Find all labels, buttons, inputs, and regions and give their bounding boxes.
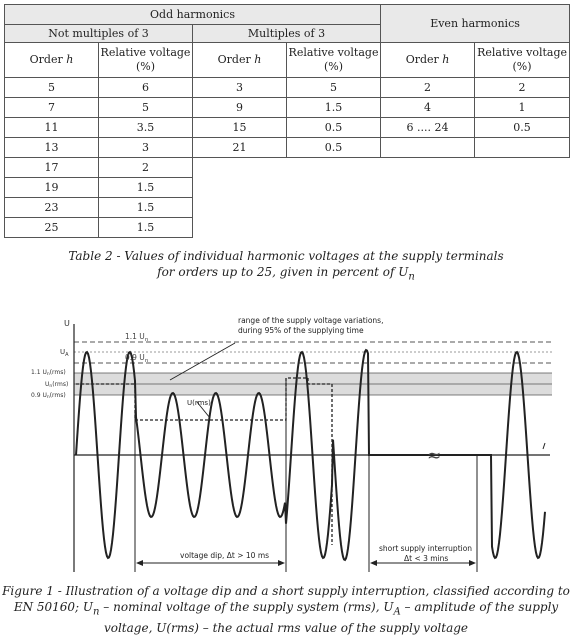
- subgroup-not-multiples-header: Not multiples of 3: [5, 25, 193, 43]
- interruption-label-line2: Δt < 3 mins: [404, 554, 449, 563]
- table-row: [5, 78, 570, 98]
- label-1-1-un-top: [125, 332, 149, 343]
- table-cell: 2: [99, 158, 193, 178]
- figure-caption-line2-c: – amplitude of the supply: [400, 600, 559, 614]
- label-un: [45, 381, 68, 389]
- table-cell: 21: [193, 138, 287, 158]
- label-ua-text: U: [60, 348, 66, 356]
- subscript-n: n: [144, 358, 149, 364]
- relvolt-word: Relative voltage: [288, 46, 379, 59]
- table-cell: 5: [5, 78, 99, 98]
- table-cell: 3: [193, 78, 287, 98]
- order-word: Order: [217, 53, 255, 66]
- label-un-text: U: [45, 381, 50, 388]
- col-relvolt-header: [475, 43, 570, 78]
- urms-label: U(rms): [187, 399, 211, 407]
- group-odd-header: Odd harmonics: [5, 5, 381, 25]
- arrowhead: [469, 560, 476, 566]
- order-var: h: [66, 53, 74, 66]
- group-even-header: Even harmonics: [381, 5, 570, 43]
- axis-break-mark: ≈: [427, 446, 442, 466]
- figure-caption-line2-a: EN 50160; U: [13, 600, 94, 614]
- arrowhead: [370, 560, 377, 566]
- figure-caption: [0, 583, 572, 636]
- label-0-9-un-text: 0.9 U: [31, 392, 47, 399]
- label-0-9-un: [31, 392, 66, 400]
- subscript-n: n: [46, 395, 50, 400]
- order-var: h: [442, 53, 450, 66]
- table-row: [5, 158, 570, 178]
- label-1-1-un-text: 1.1 U: [31, 369, 47, 376]
- table-cell: 5: [287, 78, 381, 98]
- subscript-n: n: [144, 337, 149, 343]
- table-cell: 7: [5, 98, 99, 118]
- subscript-rms: (rms): [49, 392, 66, 399]
- table-row: [5, 138, 570, 158]
- order-var: h: [254, 53, 262, 66]
- relvolt-unit: (%): [512, 60, 532, 73]
- col-order-header: [5, 43, 99, 78]
- table-cell: 6 .... 24: [381, 118, 475, 138]
- figure-caption-line2-b: – nominal voltage of the supply system (rms), U: [99, 600, 394, 614]
- table-cell: [381, 138, 475, 158]
- table-caption-line2-text: for orders up to 25, given in percent of U: [157, 265, 409, 279]
- table-cell: 1.5: [99, 198, 193, 218]
- table-empty-region: [193, 158, 570, 238]
- table-cell: 11: [5, 118, 99, 138]
- figure-caption-line1: Figure 1 - Illustration of a voltage dip and a short supply interruption, classified according to: [2, 584, 570, 598]
- figure-caption-sub-n: n: [93, 606, 100, 618]
- table-cell: 4: [381, 98, 475, 118]
- label-0-9-un-top: [125, 353, 149, 364]
- arrowhead: [278, 560, 285, 566]
- col-relvolt-header: [287, 43, 381, 78]
- column-header-row: [5, 43, 570, 78]
- subscript-rms: (rms): [49, 369, 66, 376]
- table-cell: 2: [381, 78, 475, 98]
- figure-caption-line3: voltage, U(rms) – the actual rms value of the supply voltage: [103, 621, 469, 636]
- table-cell: 6: [99, 78, 193, 98]
- table-cell: 13: [5, 138, 99, 158]
- label-1-1-un: [31, 369, 66, 377]
- table-cell: [475, 138, 570, 158]
- table-cell: 1.5: [99, 178, 193, 198]
- subscript-a: A: [65, 352, 69, 358]
- relvolt-unit: (%): [323, 60, 344, 73]
- subscript-n: n: [49, 384, 53, 389]
- figure-caption-line2: [0, 599, 572, 620]
- subscript-n: n: [46, 372, 50, 377]
- table-cell: 17: [5, 158, 99, 178]
- table-cell: 0.5: [287, 138, 381, 158]
- axis-u-label: U: [64, 319, 70, 328]
- table-row: [5, 98, 570, 118]
- range-note-line2: during 95% of the supplying time: [238, 326, 364, 335]
- table-caption-line2-sub: n: [408, 271, 415, 283]
- table-cell: 3: [99, 138, 193, 158]
- relvolt-word: Relative voltage: [477, 46, 567, 59]
- relvolt-word: Relative voltage: [100, 46, 191, 59]
- table-cell: 15: [193, 118, 287, 138]
- harmonics-table: [4, 4, 570, 238]
- wave-end-tick: [543, 443, 545, 449]
- col-order-header: [381, 43, 475, 78]
- relvolt-unit: (%): [135, 60, 156, 73]
- table-cell: 1: [475, 98, 570, 118]
- order-word: Order: [405, 53, 443, 66]
- arrowhead: [136, 560, 143, 566]
- table-cell: 19: [5, 178, 99, 198]
- subgroup-multiples-header: Multiples of 3: [193, 25, 381, 43]
- voltage-dip-figure: [31, 310, 552, 578]
- col-order-header: [193, 43, 287, 78]
- label-0-9-un-top-text: 0.9 U: [125, 353, 145, 362]
- table-cell: 9: [193, 98, 287, 118]
- table-cell: 5: [99, 98, 193, 118]
- interruption-label-line1: short supply interruption: [379, 544, 473, 553]
- col-relvolt-header: [99, 43, 193, 78]
- table-cell: 1.5: [287, 98, 381, 118]
- table-cell: 23: [5, 198, 99, 218]
- table-caption-line2: [0, 264, 572, 285]
- table-cell: 3.5: [99, 118, 193, 138]
- table-row: [5, 118, 570, 138]
- figure-caption-sub-a: A: [393, 606, 401, 618]
- order-word: Order: [29, 53, 67, 66]
- dip-duration-label: voltage dip, Δt > 10 ms: [180, 551, 270, 560]
- table-caption-line1: Table 2 - Values of individual harmonic voltages at the supply terminals: [68, 249, 504, 263]
- table-cell: 2: [475, 78, 570, 98]
- table-cell: 0.5: [287, 118, 381, 138]
- table-cell: 1.5: [99, 218, 193, 238]
- subscript-rms: (rms): [52, 381, 69, 388]
- label-1-1-un-top-text: 1.1 U: [125, 332, 145, 341]
- table-cell: 0.5: [475, 118, 570, 138]
- table-caption: [0, 248, 572, 285]
- table-cell: 25: [5, 218, 99, 238]
- range-note-line1: range of the supply voltage variations,: [238, 316, 384, 325]
- label-ua: [60, 348, 69, 358]
